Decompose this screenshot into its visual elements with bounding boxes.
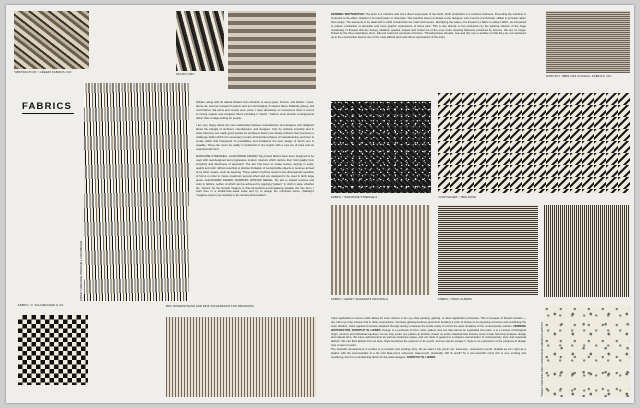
caption-cantilever: "CANTILEVER" / BEN ROSE: [438, 196, 477, 199]
text-color-2: Design is a synthesis of form, color, pattern and use that cannot be separated into parts. It is a mixture of biological origin, sensory and individual impulses. So we may prefer one pattern to another, based on some characterized instinct, some innate harmony between design and natural form. We have subconscious as well as conscious tastes, and our taste is geared to a sixteens denominator of contemporary style and seasonal fashion. We can flout fashion but not style. Style benefices the essence of an epoch, and we cannot escape it. Style is an expression of the progress of design over a span of years.: [331, 328, 527, 348]
fabric-swatch-marc-albers: [438, 205, 538, 295]
fabric-swatch-dorothy-goodall: [546, 11, 630, 73]
text-col3: MARIANNE STRENGELL, ALEXANDER GIRARD: My printed fabrics have been designed to be used with well-designed and progressive modern interiors which decline their bold quality from simplicity and directness of approach. The aim has been to create texture varying in scale, quality and color without resorting to obvious limitation of recognizable objects or textures arrived at by other means, such as weaving. These pattern rhythms would a two-dimensional repetition of forms in order to insure maximum textural effect and are designed to be used in fairly large areas. ALEXANDER GIRARD, BARBARA UPSHAW SIEGEL: My aim is toward textures and color in fabrics, neither of which can be achieved by applying "pattern" in cloth in spite, whether the "picture" be the favorite imagery or that all-medium-encompassing arcadia, the free form. I work then in a similar-than-usual scale and try to design the unprinted scene. (Mahaly's "negative space") as carefully in the actual printed pattern.: [196, 155, 314, 198]
caption-marc-albers: FABRIC / MARC ALBERS: [438, 298, 472, 301]
fabric-swatch-pacific: [176, 11, 224, 71]
caption-henry: FABRIC / HENRY SCHWARTZ ORIGINALS: [331, 298, 389, 301]
text-color-signature: DOROTHY W. LIEBES: [406, 355, 436, 359]
caption-abstraction: "ABSTRACTION" / GREEFF FABRICS, INC.: [14, 71, 73, 74]
fabric-swatch-weave: [166, 317, 316, 397]
fabric-swatch-marianne-speckle: [331, 101, 431, 193]
caption-schumacher: FABRIC / F. SCHUMACHER & CO.: [18, 304, 65, 307]
text-color-names: HENNING WATTERSTON, DOROTHY W. LIEBES:: [331, 324, 526, 332]
text-color-application: [331, 317, 526, 360]
fabric-swatch-henry: [331, 205, 431, 295]
caption-left-vertical: FABRIC / MARIANNE STRENGELL / CRANBROOK: [80, 240, 83, 301]
caption-box-rosenstrand: BOX ROSENSTRAND AND ERIK RICHARDSON FOR BRUNSWIG: [166, 305, 254, 308]
page-title: FABRICS: [22, 101, 73, 112]
text-color-3: The scientific development in textiles is a romantic and exciting story. Do we want it the proof, too: trans-anti-, supersonic period, durable as iron, light as a feather with the incomestable of a far cost fade-proof, soil-proof, water-proof, practically 100 % proof? To a non-scientific mind, this is very exciting and mystifying, but it is a conditioning factor for the artist-designer.: [331, 348, 526, 359]
text-hennig-watterston: [331, 13, 526, 40]
fabric-swatch-toile-trees: [544, 305, 630, 397]
caption-right-vertical: "TREES" PRINTED LINEN / ASSOCIATED AMERICAN ARTISTS: [541, 321, 544, 397]
title-rule: [22, 113, 74, 114]
caption-dorothy-goodall: DOROTHY JIBBS FOR GOODALL FABRICS, INC.: [546, 75, 613, 78]
caption-marianne: FABRIC / MARIANNE STRENGELL: [331, 196, 378, 199]
text-hennig-body: The loom is a machine and not a direct expression of the hand. Cloth production is a machine business. Preceding the machine is irrelevant to the effect, whether it be hand power or otherwise. The machine does not dictate to the designer, who must be a technician, skilled in principle rather than recipe. The elements to be dealt with in cloth construction are color and texture. Identifying the nature of a thread in a fabric is today's fabric, as compared to pattern production of domestic and more graphic expressions of times past. This is due directly to the production by the adoring industry of the huge vocabulary of threads that are bumpy, slubbed, seeded, looped and curled out of the even more weaving filaments produced by science. We are no longer limited by the three strandless, linen, silk and cotton for elements of texture. Throwing these threads, new and old, over a surface so that they are not sectioned up in the construction itself is one of the most difficult and most direct expressions of the loom.: [331, 13, 527, 40]
fabric-swatch-abstraction: [14, 11, 89, 69]
fabric-swatch-cantilever: [438, 93, 630, 193]
text-col2: I am very happy about the new relationship between manufacturer and designer and delighted about the triangle of architect, manufacturer, and designer. Only by working smoothly and in close harmony can really good textiles be produced. Each new design problem then becomes a challenge within which it is necessary to learn all important phases of manufacturing, and then to create within that framework of possibilities and limitations the best design of which one is capable. There can never be reality in production if one begins with a new set of rules and an experimental mind.: [196, 124, 314, 151]
fabric-swatch-pacific-repeat: [228, 11, 316, 89]
text-col1: brilliant, along with all natural shades from off-white to deep grays, browns, and blacks. I want, above all, textures instead of pattern and an intermingling of various fibers brilliantly glossy, dull mat finishes, flat yarns and novelty spun yarns. I have absolutely no conscience when it comes to mixing organic and inorganic fibers providing it "works." Fabrics must provide a background rather than a stage-setting for people.: [196, 101, 314, 120]
text-color-1: Color application to woven cloth allows for more mixture in the eye than painting, glazing, or other application processes. This is because of thread contrast — the color eye may mixture that in other expressions. Intensely glowing textures grow from bending a color of choice to its opposing extremes and combining the color dividers. Color applied to texture obtained through tertiary produces the textile ready to enrich the quiet simplicity of the contemporary surface.: [331, 317, 526, 328]
fabric-swatch-checker: [18, 315, 88, 385]
fabric-swatch-strengell-stripe: [84, 83, 189, 301]
text-hennig-title: HENNING WATTERSTON:: [331, 13, 365, 16]
fabric-swatch-right-vertical: [544, 205, 630, 297]
caption-pacific: PACIFIC MAT: [176, 73, 195, 76]
text-column-main: [196, 101, 314, 198]
magazine-spread: [6, 5, 634, 403]
